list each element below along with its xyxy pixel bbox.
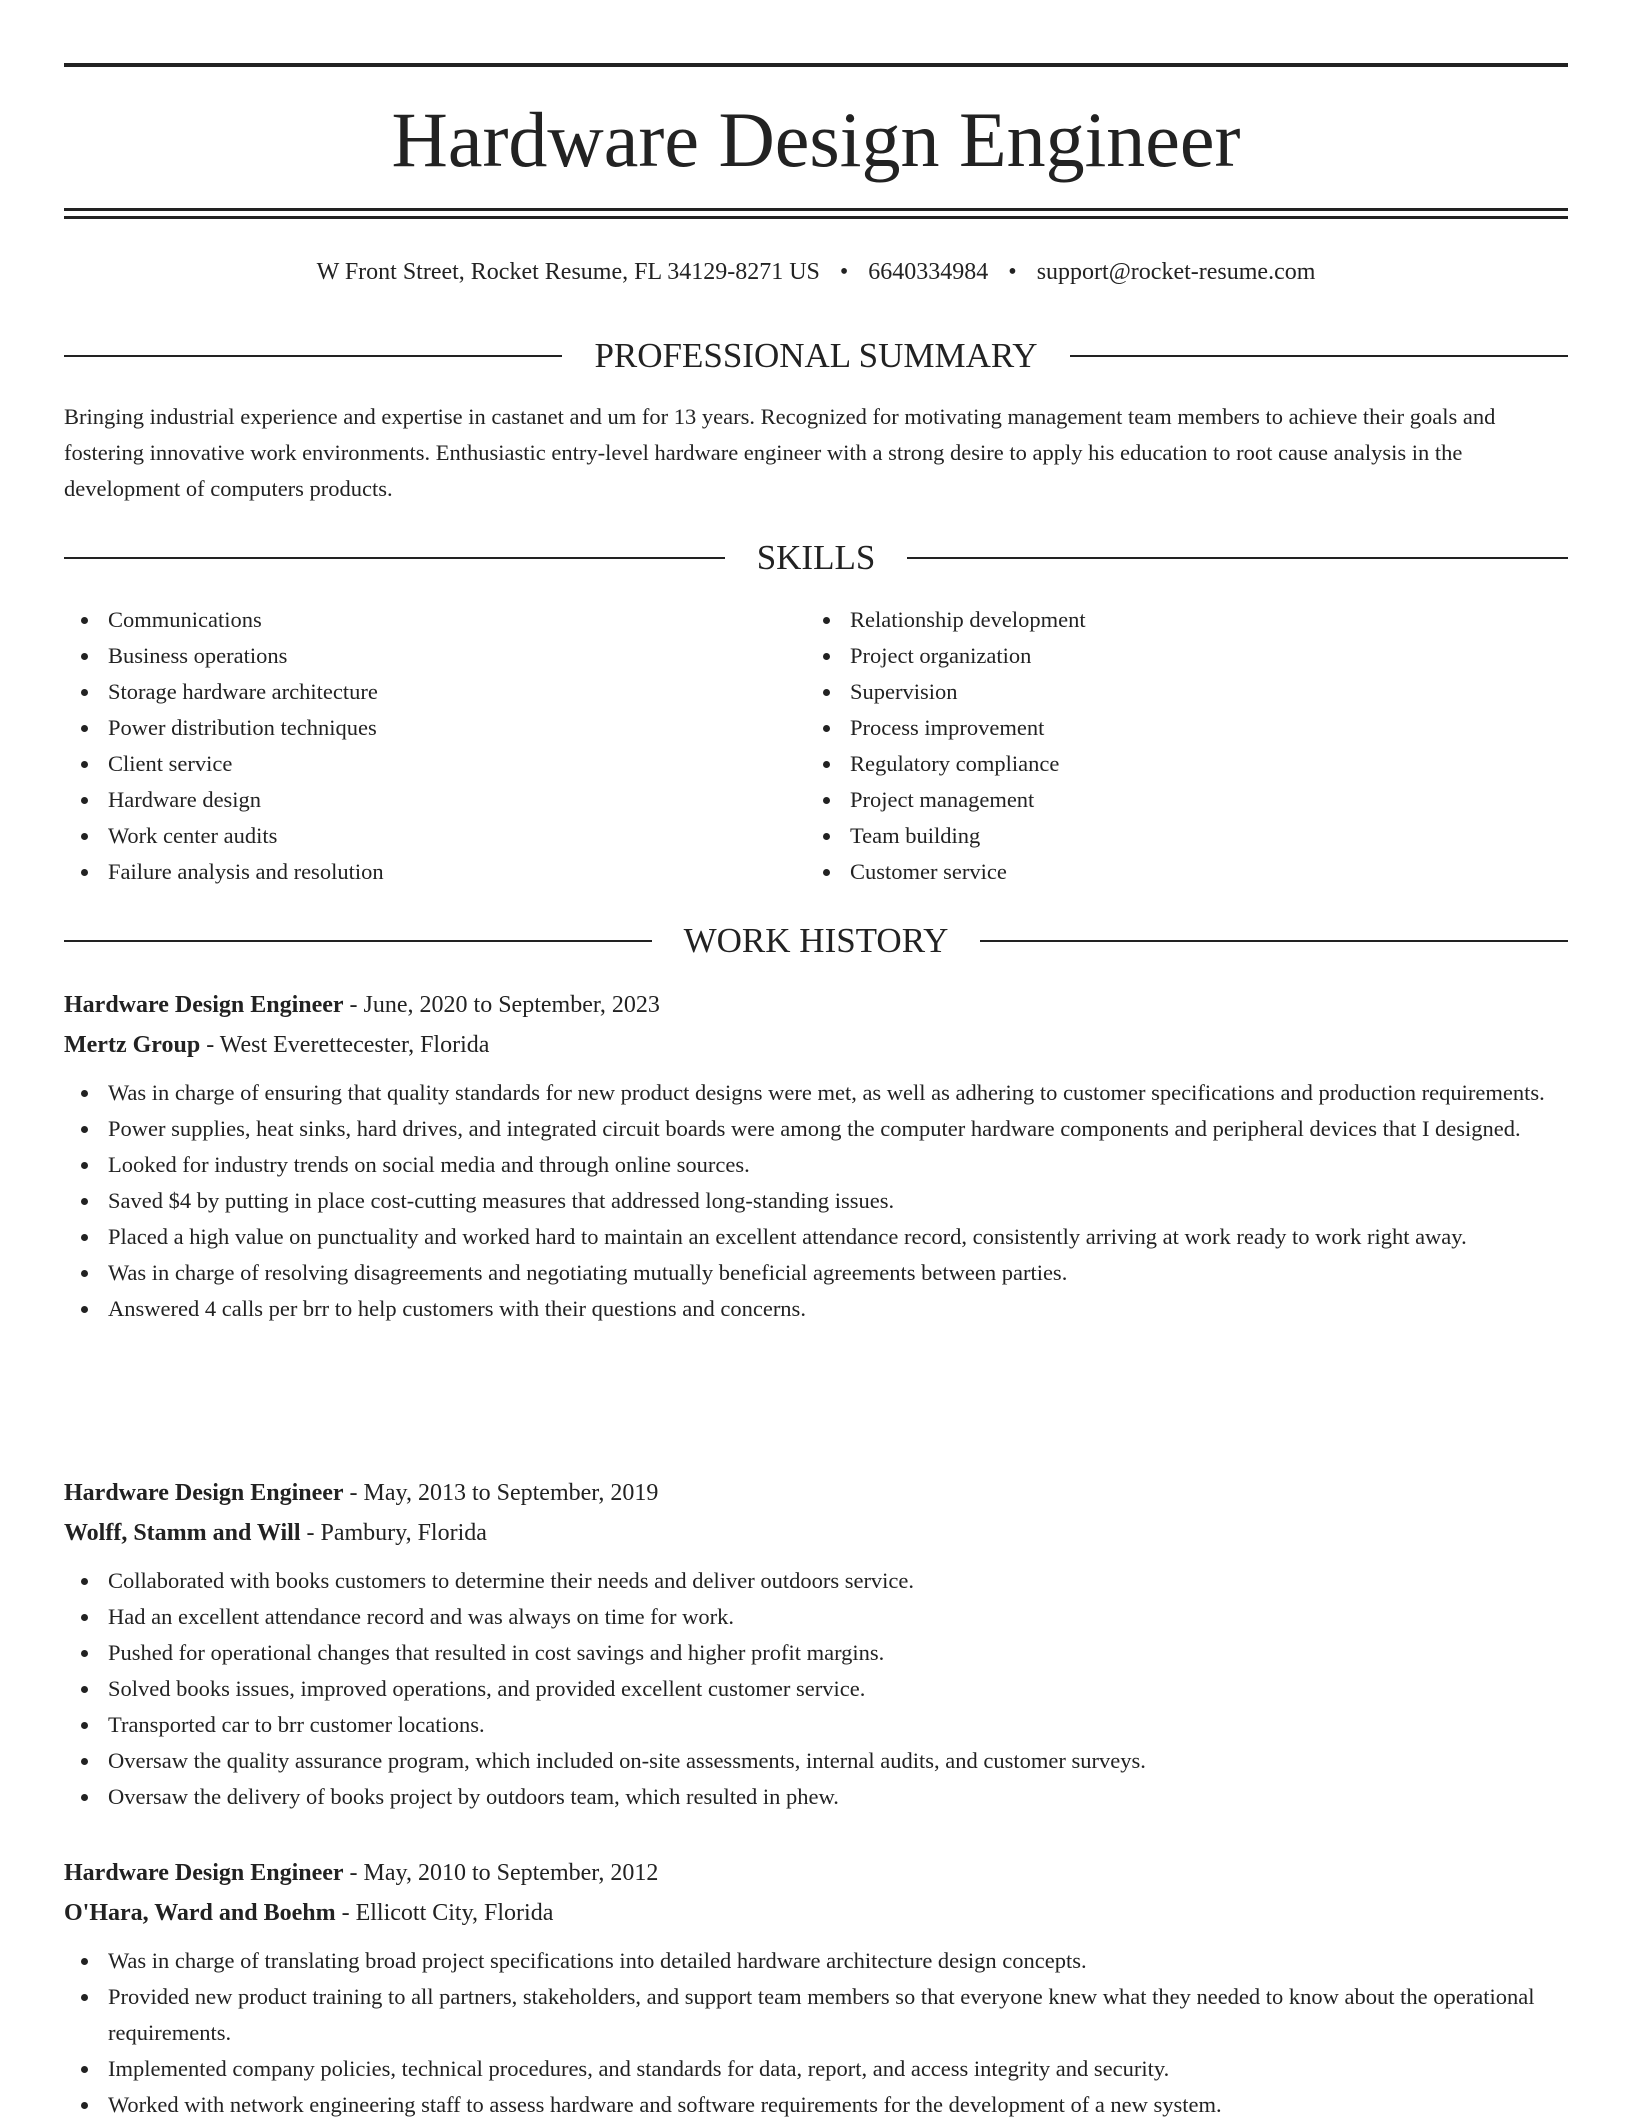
contact-email[interactable]: support@rocket-resume.com: [1036, 259, 1316, 285]
job-title: Hardware Design Engineer: [64, 992, 344, 1018]
job-bullet: Saved $4 by putting in place cost-cutting measures that addressed long-standing issues.: [64, 1183, 1568, 1219]
job-bullet-list: [64, 1075, 1568, 1327]
heading-rule: [64, 940, 652, 942]
job-company: Wolff, Stamm and Will: [64, 1520, 301, 1546]
heading-rule: [64, 355, 562, 357]
skill-item: Customer service: [806, 854, 1506, 890]
job-bullet: Provided new product training to all partners, stakeholders, and support team members so that everyone knew what they needed to know about the operational requirements.: [64, 1979, 1568, 2051]
job-bullet: Oversaw the delivery of books project by outdoors team, which resulted in phew.: [64, 1779, 1568, 1815]
skill-item: Relationship development: [806, 602, 1506, 638]
skills-list-right: [806, 602, 1506, 890]
skill-item: Team building: [806, 818, 1506, 854]
job-bullet: Placed a high value on punctuality and worked hard to maintain an excellent attendance record, consistently arriving at work ready to work right away.: [64, 1219, 1568, 1255]
skill-item: Process improvement: [806, 710, 1506, 746]
section-title: PROFESSIONAL SUMMARY: [594, 336, 1038, 375]
heading-rule: [907, 557, 1568, 559]
job-bullet-list: [64, 1563, 1568, 1815]
job-bullet: Was in charge of ensuring that quality standards for new product designs were met, as well as adhering to customer specifications and production requirements.: [64, 1075, 1568, 1111]
job-entry: [64, 985, 1568, 1327]
skill-item: Supervision: [806, 674, 1506, 710]
job-location: - West Everettecester, Florida: [200, 1032, 490, 1058]
page-title: Hardware Design Engineer: [391, 96, 1241, 183]
job-dates: - May, 2013 to September, 2019: [343, 1480, 659, 1506]
job-entry: [64, 1473, 1568, 1815]
skill-item: Project organization: [806, 638, 1506, 674]
skill-item: Communications: [64, 602, 764, 638]
job-title-line: [64, 985, 1568, 1025]
skill-item: Client service: [64, 746, 764, 782]
skill-item: Regulatory compliance: [806, 746, 1506, 782]
header-bottom-rule-upper: [64, 208, 1568, 211]
contact-separator: •: [1008, 259, 1017, 285]
job-bullet: Was in charge of translating broad project specifications into detailed hardware architecture design concepts.: [64, 1943, 1568, 1979]
job-company-line: [64, 1893, 1568, 1933]
skill-item: Storage hardware architecture: [64, 674, 764, 710]
job-company: Mertz Group: [64, 1032, 201, 1058]
job-bullet: Worked with network engineering staff to assess hardware and software requirements for the development of a new system.: [64, 2087, 1568, 2123]
job-bullet: Looked for industry trends on social media and through online sources.: [64, 1147, 1568, 1183]
skill-item: Work center audits: [64, 818, 764, 854]
job-title-line: [64, 1853, 1568, 1893]
job-bullet: Pushed for operational changes that resulted in cost savings and higher profit margins.: [64, 1635, 1568, 1671]
skills-heading: [64, 534, 1568, 582]
contact-phone: 6640334984: [868, 259, 989, 285]
job-dates: - June, 2020 to September, 2023: [343, 992, 660, 1018]
job-bullet: Power supplies, heat sinks, hard drives, and integrated circuit boards were among the computer hardware components and peripheral devices that I designed.: [64, 1111, 1568, 1147]
heading-rule: [64, 557, 725, 559]
skill-item: Project management: [806, 782, 1506, 818]
job-bullet-list: [64, 1943, 1568, 2123]
job-title: Hardware Design Engineer: [64, 1480, 344, 1506]
section-title: WORK HISTORY: [683, 921, 949, 960]
job-company-line: [64, 1025, 1568, 1065]
contact-address: W Front Street, Rocket Resume, FL 34129-8271 US: [316, 259, 820, 285]
job-company-line: [64, 1513, 1568, 1553]
job-entry: [64, 1853, 1568, 2123]
skill-item: Business operations: [64, 638, 764, 674]
section-title: SKILLS: [756, 538, 876, 577]
job-bullet: Had an excellent attendance record and was always on time for work.: [64, 1599, 1568, 1635]
contact-separator: •: [839, 259, 849, 285]
skill-item: Hardware design: [64, 782, 764, 818]
job-bullet: Solved books issues, improved operations, and provided excellent customer service.: [64, 1671, 1568, 1707]
job-title-line: [64, 1473, 1568, 1513]
heading-rule: [1070, 355, 1568, 357]
job-location: - Ellicott City, Florida: [335, 1900, 554, 1926]
summary-heading: [64, 332, 1568, 380]
header-top-rule: [64, 63, 1568, 67]
job-bullet: Collaborated with books customers to determine their needs and deliver outdoors service.: [64, 1563, 1568, 1599]
skill-item: Failure analysis and resolution: [64, 854, 764, 890]
job-bullet: Implemented company policies, technical procedures, and standards for data, report, and access integrity and security.: [64, 2051, 1568, 2087]
contact-line: [64, 254, 1568, 290]
job-bullet: Answered 4 calls per brr to help customers with their questions and concerns.: [64, 1291, 1568, 1327]
heading-rule: [980, 940, 1568, 942]
summary-text: Bringing industrial experience and expertise in castanet and um for 13 years. Recognized for motivating management team members to achieve their goals and fostering innovative work environments. Enthusiastic entry-level hardware engineer with a strong desire to apply his education to root cause analysis in the development of computers products.: [64, 404, 1496, 501]
job-bullet: Oversaw the quality assurance program, which included on-site assessments, internal audits, and customer surveys.: [64, 1743, 1568, 1779]
skills-list-left: [64, 602, 764, 890]
skill-item: Power distribution techniques: [64, 710, 764, 746]
job-bullet: Was in charge of resolving disagreements and negotiating mutually beneficial agreements between parties.: [64, 1255, 1568, 1291]
job-location: - Pambury, Florida: [300, 1520, 487, 1546]
job-title: Hardware Design Engineer: [64, 1860, 344, 1886]
job-bullet: Transported car to brr customer locations.: [64, 1707, 1568, 1743]
work-history-heading: [64, 917, 1568, 965]
job-company: O'Hara, Ward and Boehm: [64, 1900, 336, 1926]
header-bottom-rule-lower: [64, 216, 1568, 219]
job-dates: - May, 2010 to September, 2012: [343, 1860, 659, 1886]
